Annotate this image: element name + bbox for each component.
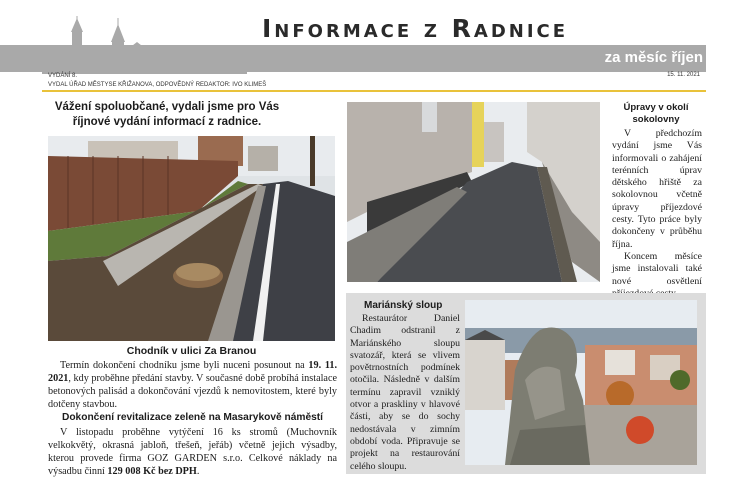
accent-divider — [42, 90, 706, 92]
newsletter-subtitle: za měsíc říjen — [604, 49, 703, 66]
publisher-line: VYDAL ÚŘAD MĚSTYSE KŘIŽANOVA, ODPOVĚDNÝ REDAKTOR: IVO KLIMEŠ — [48, 82, 267, 88]
newsletter-title: Informace z Radnice — [262, 14, 569, 43]
header-bar — [0, 45, 706, 72]
marian-column-heading: Mariánský sloup — [364, 300, 443, 311]
issue-number: VYDÁNÍ 8. — [48, 73, 78, 79]
greenery-heading: Dokončení revitalizace zeleně na Masarykově náměstí — [61, 412, 324, 423]
sokolovna-heading: Úpravy v okolí sokolovny — [623, 102, 689, 125]
sidewalk-caption: Chodník v ulici Za Branou — [126, 345, 257, 357]
sidewalk-photo — [48, 136, 335, 341]
greenery-article-text: V listopadu proběhne vytýčení 16 ks stromů (Muchovník velkokvětý, okrasná jabloň, třešeň, jeřáb) včetně jejich výsadby, kterou provede firma GOZ GARDEN s.r.o. Celkové náklady na výsadbu činní 129 008 Kč bez DPH. — [48, 427, 337, 477]
masthead-info — [48, 72, 266, 90]
marian-column-photo — [465, 300, 697, 465]
marian-column-text: Restaurátor Daniel Chadim odstranil z Mariánského sloupu svatozář, která se vlivem povětrnostních podmínek otočila. Následně v dalším termínu zapravil vzniklý otvor a praskliny v hlavové části, aby se do sochy nedostávala v zimním období voda. Připravuje se projekt na restaurování celého sloupu. — [350, 313, 460, 472]
issue-date: 15. 11. 2021 — [667, 72, 700, 78]
sokolovna-article-text: V předchozím vydání jsme Vás informovali o zahájení terénních úprav dětského hřiště za sokolovnou včetně úpravy příjezdové cesty. Tyto práce byly dokončeny v průběhu října. Koncem měsíce jsme instalovali také nové osvětlení — [612, 128, 702, 287]
sidewalk-article-text: Termín dokončení chodníku jsme byli nuceni posunout na 19. 11. 2021, kdy proběhne předání stavby. V současné době probíhá instalace betonových palisád a dokončování vjezdů k nemovitostem, které byly dotčeny stavbou. — [48, 360, 338, 410]
intro-heading: Vážení spoluobčané, vydali jsme pro Vás říjnové vydání informací z radnice. — [54, 101, 280, 128]
sokolovna-path-photo — [347, 102, 600, 282]
